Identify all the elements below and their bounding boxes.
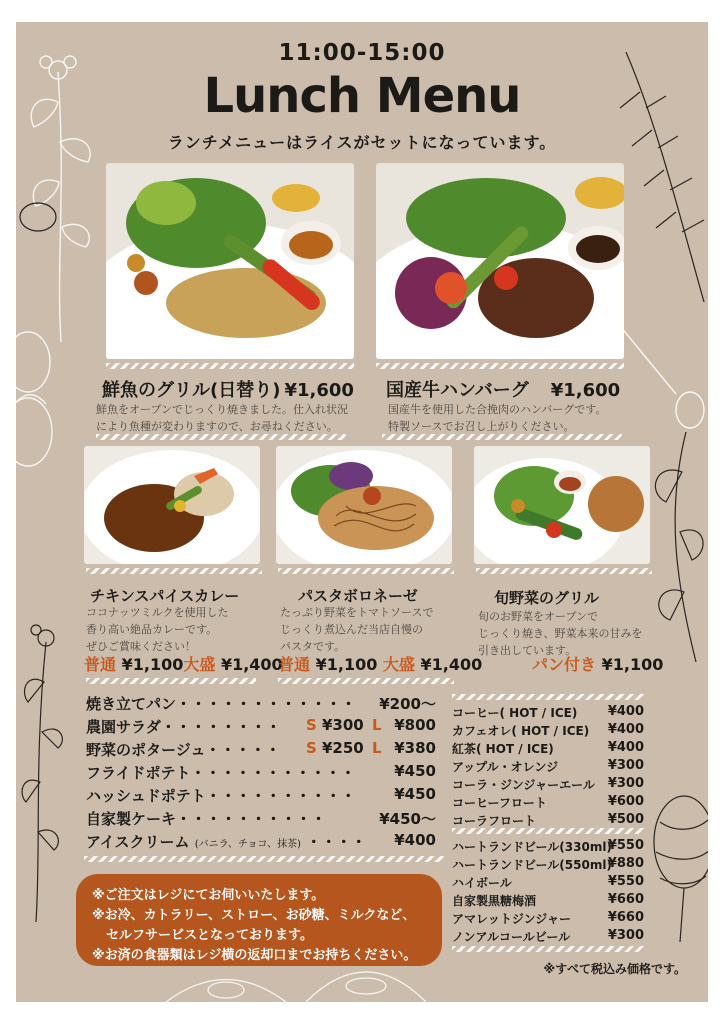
pasta-description: たっぷり野菜をトマトソースで じっくり煮込んだ当店自慢の パスタです。 [280, 606, 434, 653]
alcohol-item: ハートランドビール(550ml) ¥880 [452, 856, 644, 872]
alcohol-item: アマレットジンジャー ¥660 [452, 910, 644, 926]
divider-stripe [452, 828, 644, 834]
side-item-salad: 農園サラダ・・・・・・・・ S ¥300 L ¥800 [86, 716, 436, 736]
artichoke-illustration [640, 762, 708, 942]
side-item-ice-cream: アイスクリーム (バニラ、チョコ、抹茶) ・・・・ ¥400 [86, 831, 436, 851]
side-item-potage: 野菜のポタージュ・・・・・ S ¥250 L ¥380 [86, 739, 436, 759]
divider-stripe [382, 434, 622, 440]
divider-stripe [96, 434, 346, 440]
opening-hours: 11:00-15:00 [278, 40, 446, 66]
divider-stripe [452, 694, 644, 700]
alcohol-item: 自家製黒糖梅酒 ¥660 [452, 892, 644, 908]
fish-grill-description: 鮮魚をオーブンでじっくり焼きました。仕入れ状況 により魚種が変わりますので、お尋ねください。 [96, 403, 349, 433]
drink-item: アップル・オレンジ ¥300 [452, 758, 644, 774]
rice-note: ランチメニューはライスがセットになっています。 [167, 133, 557, 152]
curry-photo [84, 446, 260, 564]
onion-illustration [16, 322, 56, 522]
side-item-fries: フライドポテト・・・・・・・・・・・ ¥450 [86, 762, 436, 782]
tax-note: ※すべて税込み価格です。 [543, 962, 686, 976]
hamburg-steak-photo [376, 163, 624, 359]
curry-name: チキンスパイスカレー [90, 587, 240, 605]
side-item-hashed-potato: ハッシュドポテト・・・・・・・・・・ ¥450 [86, 785, 436, 805]
drink-item: コーヒーフロート ¥600 [452, 794, 644, 810]
hamburg-description: 国産牛を使用した合挽肉のハンバーグです。 特製ソースでお召し上がりください。 [388, 403, 607, 433]
page-title: Lunch Menu [203, 68, 521, 124]
drink-item: コーヒー( HOT / ICE) ¥400 [452, 704, 644, 720]
divider-stripe [86, 678, 256, 684]
side-item-cake: 自家製ケーキ・・・・・・・・・・ ¥450〜 [86, 810, 436, 828]
fish-grill-name: 鮮魚のグリル(日替り) ¥1,600 [102, 380, 354, 401]
drink-item: コーラ・ジンジャーエール ¥300 [452, 776, 644, 792]
branch-illustration [16, 602, 76, 922]
divider-stripe [86, 568, 262, 574]
divider-stripe [476, 568, 652, 574]
fish-grill-photo [106, 163, 354, 359]
divider-stripe [84, 856, 444, 862]
pasta-name: パスタボロネーゼ [298, 587, 418, 605]
vegetable-grill-name: 旬野菜のグリル [494, 589, 600, 607]
alcohol-item: ハイボール ¥550 [452, 874, 644, 890]
divider-stripe [106, 363, 354, 369]
alcohol-item: ノンアルコールビール ¥300 [452, 928, 644, 944]
notice-box: ※ご注文はレジにてお伺いいたします。 ※お冷、カトラリー、ストロー、お砂糖、ミルクなど、 セルフサービスとなっております。 ※お済の食器類はレジ横の返却口までお持ちください。 [76, 874, 442, 966]
menu-board [16, 22, 708, 1002]
pasta-prices: 普通 ¥1,100 大盛 ¥1,400 [278, 655, 483, 674]
curry-prices: 普通 ¥1,100大盛 ¥1,400 [84, 655, 283, 674]
alcohol-item: ハートランドビール(330ml) ¥550 [452, 838, 644, 854]
pasta-photo [276, 446, 452, 564]
drink-item: コーラフロート ¥500 [452, 812, 644, 828]
divider-stripe [278, 568, 454, 574]
drink-item: カフェオレ( HOT / ICE) ¥400 [452, 722, 644, 738]
divider-stripe [376, 363, 624, 369]
drink-item: 紅茶( HOT / ICE) ¥400 [452, 740, 644, 756]
divider-stripe [278, 678, 454, 684]
vegetable-grill-photo [474, 446, 650, 564]
divider-stripe [452, 946, 644, 952]
side-item-bread: 焼き立てパン・・・・・・・・・・・・ ¥200〜 [86, 695, 436, 713]
spoon-illustration [616, 322, 708, 432]
vegetable-grill-price: パン付き ¥1,100 [532, 655, 664, 674]
hamburg-name: 国産牛ハンバーグ ¥1,600 [386, 380, 621, 401]
vegetable-grill-description: 旬のお野菜をオーブンで じっくり焼き、野菜本来の甘みを 引き出しています。 [478, 610, 643, 657]
curry-description: ココナッツミルクを使用した 香り高い絶品カレーです。 ぜひご賞味ください！ [86, 606, 229, 653]
